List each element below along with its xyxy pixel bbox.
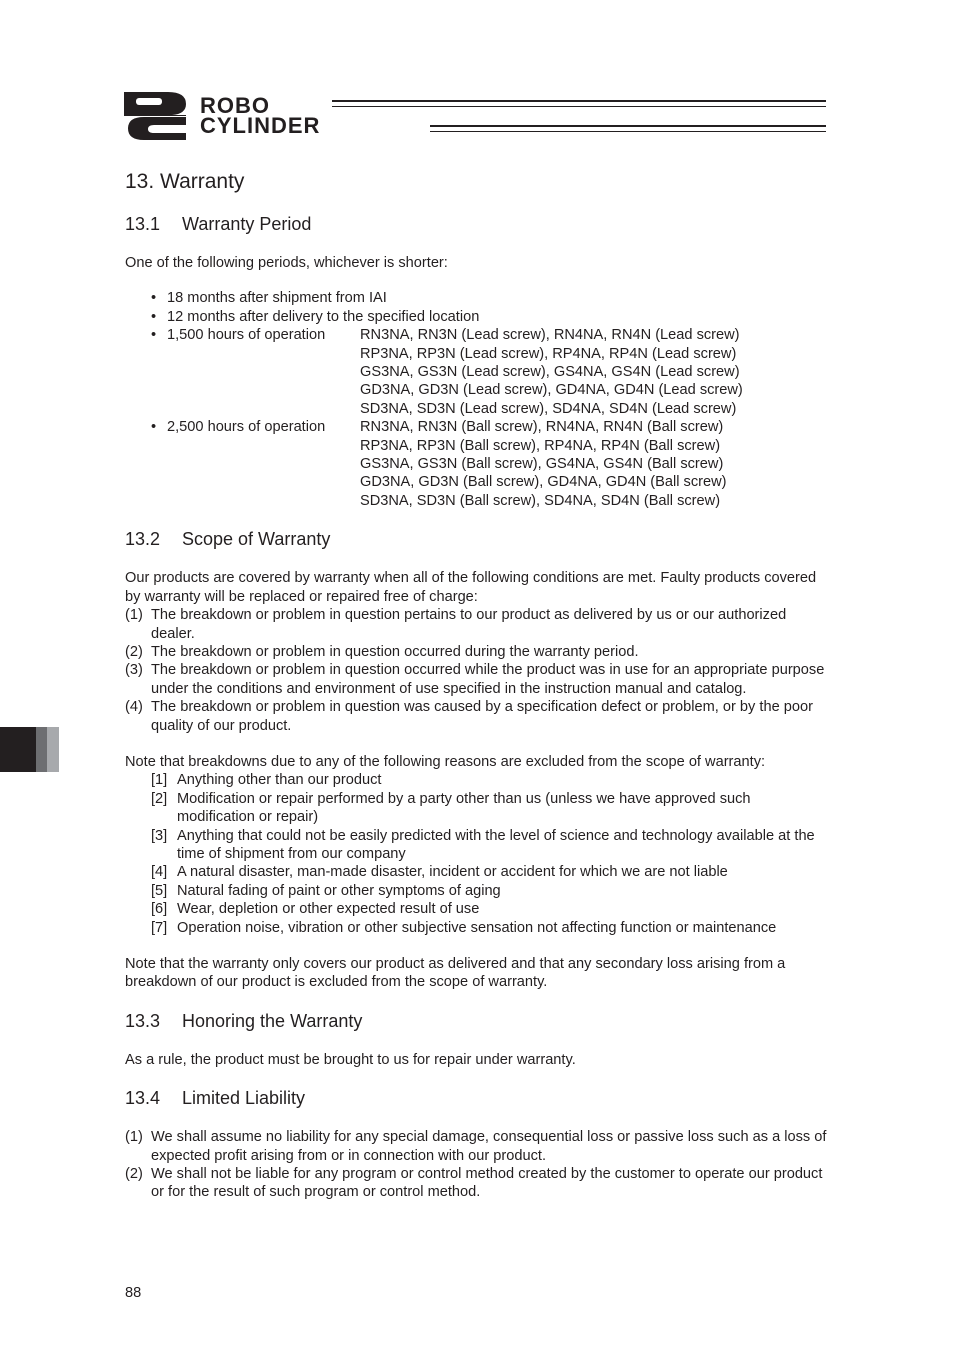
page-number: 88	[125, 1285, 142, 1301]
list-item: (3) The breakdown or problem in question occurred while the product was in use for an appropriate purpose under the conditions and environment of use specified in the instruction manual and catalog.	[125, 662, 825, 697]
section-heading-scope: 13.2 Scope of Warranty	[125, 529, 331, 550]
list-item: [4] A natural disaster, man-made disaster, incident or accident for which we are not liable	[151, 864, 728, 881]
exclusions-list	[125, 771, 830, 937]
period-intro: One of the following periods, whichever is shorter:	[125, 255, 448, 271]
honoring-text: As a rule, the product must be brought to us for repair under warranty.	[125, 1051, 576, 1068]
list-item: [7] Operation noise, vibration or other subjective sensation not affecting function or maintenance	[151, 919, 777, 936]
hours-1500-label: • 1,500 hours of operation	[167, 327, 326, 344]
list-item: [6] Wear, depletion or other expected result of use	[151, 901, 480, 918]
list-item: • 12 months after delivery to the specified location	[151, 308, 830, 326]
header-rule	[332, 106, 826, 107]
hours-2500-models: RN3NA, RN3N (Ball screw), RN4NA, RN4N (Ball screw) RP3NA, RP3N (Ball screw), RP4NA, RP4N (Ball screw) GS3NA, GS3N (Ball screw), GS4NA, GS4N (Ball screw) GD3NA, GD3N (Ball screw), GD4NA, GD4N (Ball screw) SD3NA, SD3N (Ball screw), SD4NA, SD4N (Ball screw)	[360, 419, 727, 509]
section-heading-warranty-period: 13.1 Warranty Period	[125, 214, 312, 234]
page-title: 13. Warranty	[125, 170, 245, 193]
header-rule	[430, 131, 826, 132]
list-item: [1] Anything other than our product	[151, 772, 382, 789]
list-item	[151, 326, 830, 418]
list-item: (1) The breakdown or problem in question pertains to our product as delivered by us or our authorized dealer.	[125, 607, 787, 642]
list-item: [3] Anything that could not be easily predicted with the level of science and technology available at the time of shipment from our company	[151, 827, 815, 862]
hours-2500-label: • 2,500 hours of operation	[167, 419, 326, 436]
list-item: • 18 months after shipment from IAI	[151, 289, 830, 307]
period-list	[125, 289, 830, 510]
header-rule	[430, 125, 826, 127]
conditions-list	[125, 606, 830, 735]
list-item	[151, 418, 830, 510]
list-item: (2) We shall not be liable for any program or control method created by the customer to operate our product or for the result of such program or control method.	[125, 1166, 823, 1201]
exclusion-intro: Note that breakdowns due to any of the following reasons are excluded from the scope of warranty:	[125, 753, 766, 770]
section-heading-liability: 13.4 Limited Liability	[125, 1088, 306, 1109]
chapter-tab	[0, 727, 59, 772]
rc-logo-mark-icon	[124, 92, 190, 140]
list-item: (2) The breakdown or problem in question occurred during the warranty period.	[125, 643, 639, 660]
list-item: (1) We shall assume no liability for any special damage, consequential loss or passive loss such as a loss of expected profit arising from or in connection with our product.	[125, 1129, 827, 1164]
liability-list	[125, 1128, 830, 1202]
section-heading-honoring: 13.3 Honoring the Warranty	[125, 1010, 363, 1031]
logo-text-cylinder: CYLINDER	[200, 113, 321, 138]
scope-note: Note that the warranty only covers our product as delivered and that any secondary loss arising from a breakdown of our product is excluded from the scope of warranty.	[125, 956, 786, 991]
list-item: [2] Modification or repair performed by a party other than us (unless we have approved such modification or repair)	[151, 790, 751, 826]
header-rule	[332, 100, 826, 102]
hours-1500-models: RN3NA, RN3N (Lead screw), RN4NA, RN4N (Lead screw) RP3NA, RP3N (Lead screw), RP4NA, RP4N (Lead screw) GS3NA, GS3N (Lead screw), GS4NA, GS4N (Lead screw) GD3NA, GD3N (Lead screw), GD4NA, GD4N (Lead screw) SD3NA, SD3N (Lead screw), SD4NA, SD4N (Lead screw)	[360, 327, 743, 417]
page-content	[125, 168, 830, 1202]
list-item: (4) The breakdown or problem in question was caused by a specification defect or problem, or by the poor quality of our product.	[125, 699, 813, 734]
list-item: [5] Natural fading of paint or other symptoms of aging	[151, 882, 501, 899]
scope-intro: Our products are covered by warranty when all of the following conditions are met. Faulty products covered by warranty will be replaced or repaired free of charge:	[125, 570, 817, 605]
logo-text-robo: ROBO	[200, 93, 270, 118]
robo-cylinder-logo	[124, 92, 826, 140]
